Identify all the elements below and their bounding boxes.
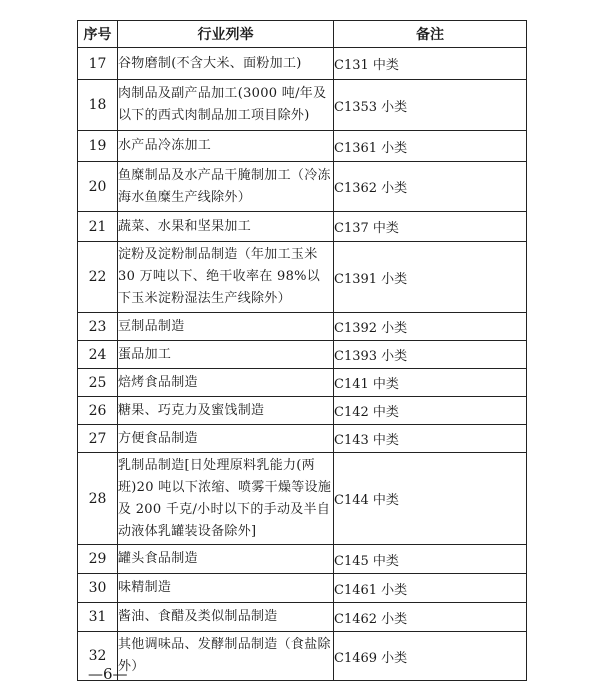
row-industry: 乳制品制造[日处理原料乳能力(两班)20 吨以下浓缩、喷雾干燥等设施及 200 千克/小时以下的手动及半自动液体乳罐装设备除外] xyxy=(118,453,334,545)
row-number: 28 xyxy=(78,453,118,545)
table-row xyxy=(78,545,527,574)
table-row xyxy=(78,425,527,453)
row-note: C1462 小类 xyxy=(334,603,527,632)
header-industry: 行业列举 xyxy=(118,21,334,48)
table-row xyxy=(78,242,527,313)
table-row xyxy=(78,131,527,162)
row-industry: 糖果、巧克力及蜜饯制造 xyxy=(118,397,334,425)
row-number: 31 xyxy=(78,603,118,632)
page-number: —6— xyxy=(88,665,128,683)
header-note: 备注 xyxy=(334,21,527,48)
row-industry: 鱼糜制品及水产品干腌制加工（冷冻海水鱼糜生产线除外） xyxy=(118,162,334,212)
row-number: 22 xyxy=(78,242,118,313)
row-note: C145 中类 xyxy=(334,545,527,574)
row-industry: 酱油、食醋及类似制品制造 xyxy=(118,603,334,632)
table-row xyxy=(78,48,527,80)
table-row xyxy=(78,162,527,212)
row-industry: 味精制造 xyxy=(118,574,334,603)
row-note: C144 中类 xyxy=(334,453,527,545)
row-industry: 豆制品制造 xyxy=(118,313,334,341)
row-industry: 方便食品制造 xyxy=(118,425,334,453)
table-row xyxy=(78,397,527,425)
row-number: 23 xyxy=(78,313,118,341)
row-industry: 肉制品及副产品加工(3000 吨/年及以下的西式肉制品加工项目除外) xyxy=(118,80,334,131)
row-note: C1353 小类 xyxy=(334,80,527,131)
row-note: C1361 小类 xyxy=(334,131,527,162)
table-header-row xyxy=(78,21,527,48)
row-number: 21 xyxy=(78,212,118,242)
row-number: 30 xyxy=(78,574,118,603)
table-row xyxy=(78,453,527,545)
header-serial-number: 序号 xyxy=(78,21,118,48)
row-note: C141 中类 xyxy=(334,369,527,397)
row-note: C137 中类 xyxy=(334,212,527,242)
row-note: C1362 小类 xyxy=(334,162,527,212)
row-note: C143 中类 xyxy=(334,425,527,453)
row-industry: 淀粉及淀粉制品制造（年加工玉米30 万吨以下、绝干收率在 98%以下玉米淀粉湿法生产线除外） xyxy=(118,242,334,313)
table-row xyxy=(78,212,527,242)
row-number: 25 xyxy=(78,369,118,397)
table-row xyxy=(78,313,527,341)
row-industry: 其他调味品、发酵制品制造（食盐除外） xyxy=(118,632,334,681)
row-note: C1391 小类 xyxy=(334,242,527,313)
row-note: C1393 小类 xyxy=(334,341,527,369)
row-industry: 蛋品加工 xyxy=(118,341,334,369)
row-note: C131 中类 xyxy=(334,48,527,80)
row-number: 17 xyxy=(78,48,118,80)
table-row xyxy=(78,80,527,131)
table-row xyxy=(78,341,527,369)
row-note: C1461 小类 xyxy=(334,574,527,603)
table-row xyxy=(78,574,527,603)
row-industry: 罐头食品制造 xyxy=(118,545,334,574)
row-industry: 蔬菜、水果和坚果加工 xyxy=(118,212,334,242)
row-industry: 焙烤食品制造 xyxy=(118,369,334,397)
table-row xyxy=(78,369,527,397)
row-number: 32 xyxy=(78,632,118,681)
row-note: C1469 小类 xyxy=(334,632,527,681)
row-note: C1392 小类 xyxy=(334,313,527,341)
row-number: 29 xyxy=(78,545,118,574)
row-industry: 水产品冷冻加工 xyxy=(118,131,334,162)
row-industry: 谷物磨制(不含大米、面粉加工) xyxy=(118,48,334,80)
row-number: 24 xyxy=(78,341,118,369)
row-number: 18 xyxy=(78,80,118,131)
table-row xyxy=(78,603,527,632)
row-number: 27 xyxy=(78,425,118,453)
row-note: C142 中类 xyxy=(334,397,527,425)
row-number: 26 xyxy=(78,397,118,425)
row-number: 20 xyxy=(78,162,118,212)
industry-table xyxy=(77,20,527,681)
table-row xyxy=(78,632,527,681)
row-number: 19 xyxy=(78,131,118,162)
